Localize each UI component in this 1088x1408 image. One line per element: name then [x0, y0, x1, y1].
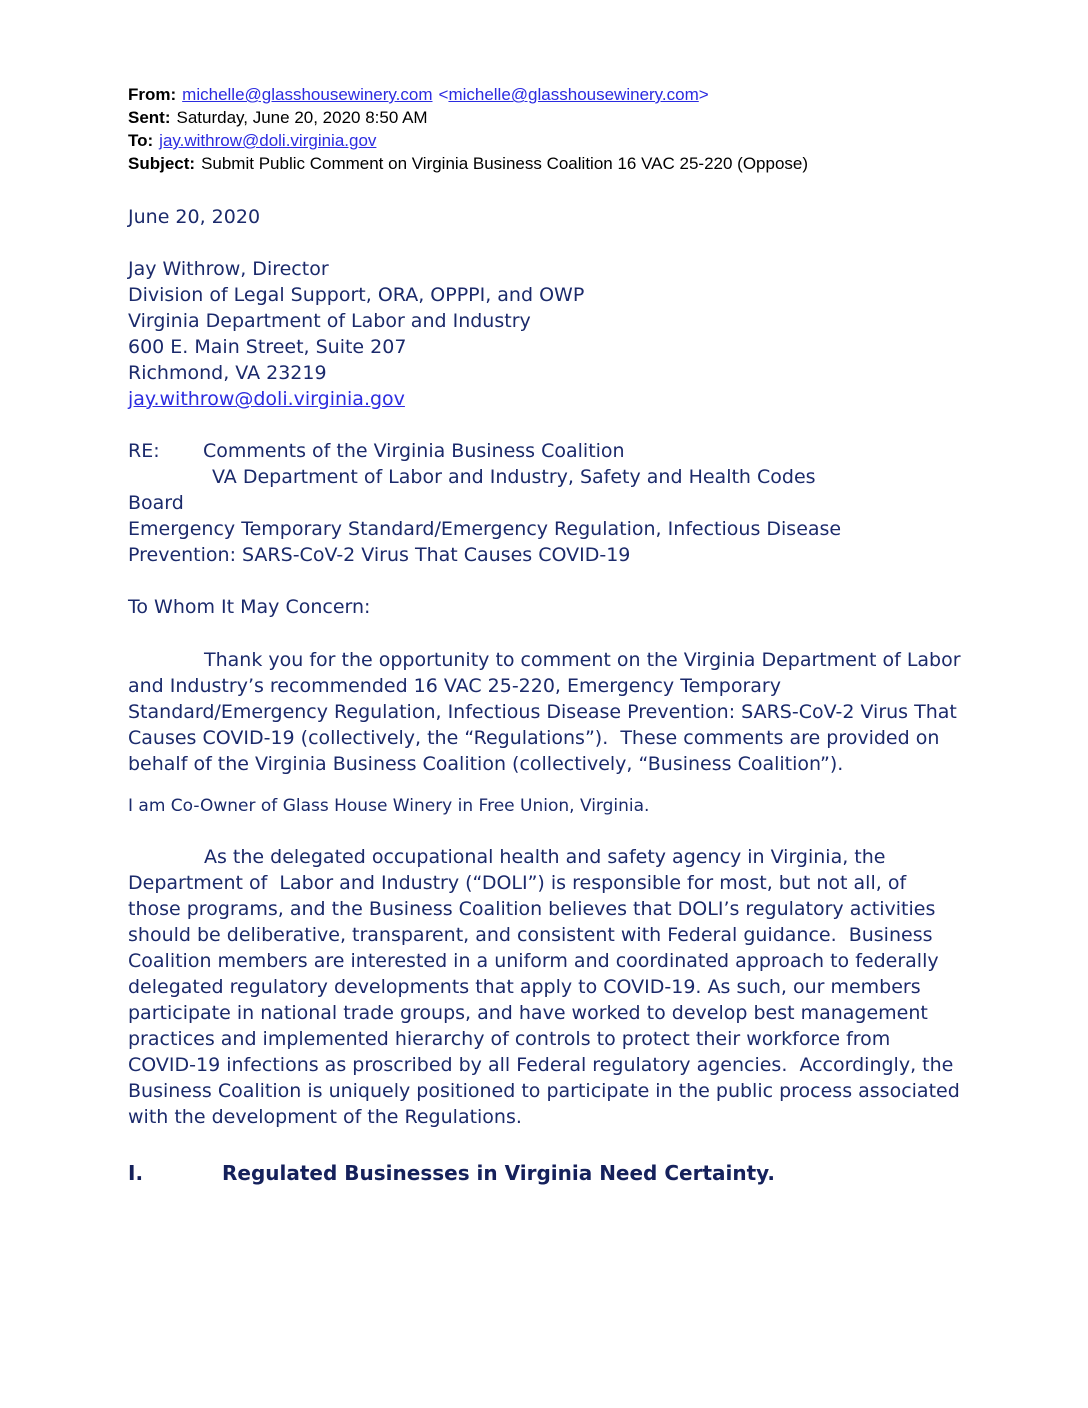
letter-date: June 20, 2020	[128, 206, 261, 228]
recipient-division: Division of Legal Support, ORA, OPPPI, and OWP	[128, 284, 585, 306]
section-heading-number: I.	[128, 1161, 144, 1185]
sent-label: Sent:	[128, 108, 171, 127]
re-line-2: VA Department of Labor and Industry, Safety and Health Codes	[212, 466, 816, 488]
recipient-name: Jay Withrow, Director	[128, 258, 329, 280]
angle-open-bracket: <	[438, 85, 449, 104]
re-line-3: Board	[128, 492, 184, 514]
email-header-from-line	[128, 83, 962, 106]
email-header	[128, 83, 962, 175]
to-label: To:	[128, 131, 154, 150]
salutation: To Whom It May Concern:	[128, 596, 371, 618]
recipient-agency: Virginia Department of Labor and Industry	[128, 310, 531, 332]
to-email-link[interactable]: jay.withrow@doli.virginia.gov	[159, 131, 377, 150]
re-line-1	[128, 438, 962, 464]
sent-value: Saturday, June 20, 2020 8:50 AM	[176, 108, 428, 127]
recipient-address-block	[128, 256, 962, 412]
re-line-1-text: Comments of the Virginia Business Coalition	[203, 440, 625, 462]
recipient-street: 600 E. Main Street, Suite 207	[128, 336, 407, 358]
recipient-email-line	[128, 386, 962, 412]
paragraph-1: Thank you for the opportunity to comment on the Virginia Department of Labor and Industry’s recommended 16 VAC 25-220, Emergency Temporary Standard/Emergency Regulation, Infectious Disease Prevention: SARS-CoV-2 Virus That Causes COVID-19 (collectively, the “Regulations”). These comments are provided on behalf of the Virginia Business Coalition (collectively, “Business Coalition”).	[128, 649, 961, 775]
email-header-sent-line	[128, 106, 962, 129]
paragraph-2: As the delegated occupational health and safety agency in Virginia, the Department of Labor and Industry (“DOLI”) is responsible for most, but not all, of those programs, and the Business Coalition believes that DOLI’s regulatory activities should be deliberative, transparent, and consistent with Federal guidance. Business Coalition members are interested in a uniform and coordinated approach to federally delegated regulatory developments that apply to COVID-19. As such, our members participate in national trade groups, and have worked to develop best management practices and implemented hierarchy of controls to protect their workforce from COVID-19 infections as proscribed by all Federal regulatory agencies. Accordingly, the Business Coalition is uniquely positioned to participate in the public process associated with the development of the Regulations.	[128, 846, 960, 1128]
re-label: RE:	[128, 440, 160, 462]
re-line-4: Emergency Temporary Standard/Emergency Regulation, Infectious Disease	[128, 518, 842, 540]
owner-note: I am Co-Owner of Glass House Winery in Free Union, Virginia.	[128, 796, 650, 816]
from-email-link[interactable]: michelle@glasshousewinery.com	[182, 85, 433, 104]
re-block	[128, 438, 962, 568]
angle-close-bracket: >	[698, 85, 709, 104]
subject-value: Submit Public Comment on Virginia Business Coalition 16 VAC 25-220 (Oppose)	[201, 154, 809, 173]
letter-body	[128, 204, 962, 1186]
recipient-email-link[interactable]: jay.withrow@doli.virginia.gov	[128, 388, 405, 410]
from-label: From:	[128, 85, 177, 104]
email-header-to-line	[128, 129, 962, 152]
re-line-5: Prevention: SARS-CoV-2 Virus That Causes COVID-19	[128, 544, 631, 566]
email-header-subject-line	[128, 152, 962, 175]
section-heading-text: Regulated Businesses in Virginia Need Certainty.	[222, 1161, 775, 1185]
recipient-city: Richmond, VA 23219	[128, 362, 327, 384]
subject-label: Subject:	[128, 154, 196, 173]
from-email-alt-link[interactable]: michelle@glasshousewinery.com	[448, 85, 699, 104]
section-heading-1	[128, 1160, 962, 1186]
